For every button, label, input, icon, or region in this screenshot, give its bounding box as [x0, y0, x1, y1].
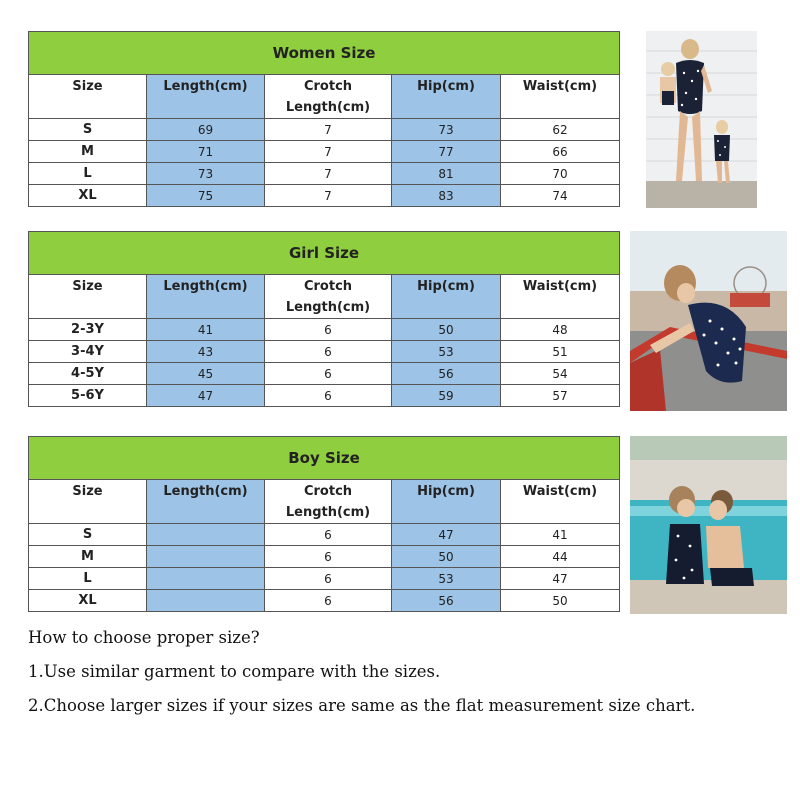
hip-cell: 81 — [392, 163, 501, 185]
size-cell: 2-3Y — [29, 319, 147, 341]
header-hip: Hip(cm) — [392, 275, 501, 319]
waist-cell: 48 — [501, 319, 620, 341]
hip-cell: 83 — [392, 185, 501, 207]
table-row — [29, 385, 620, 407]
sizing-question: How to choose proper size? — [28, 628, 260, 647]
waist-cell: 70 — [501, 163, 620, 185]
size-cell: 4-5Y — [29, 363, 147, 385]
girl-size-table — [28, 231, 620, 407]
hip-cell: 59 — [392, 385, 501, 407]
hip-cell: 73 — [392, 119, 501, 141]
header-size: Size — [29, 480, 147, 524]
size-cell: L — [29, 568, 147, 590]
size-cell: 5-6Y — [29, 385, 147, 407]
length-cell — [147, 590, 265, 612]
length-cell: 43 — [147, 341, 265, 363]
waist-cell: 66 — [501, 141, 620, 163]
waist-cell: 62 — [501, 119, 620, 141]
header-crotch-line2: Length(cm) — [285, 300, 371, 315]
hip-cell: 56 — [392, 363, 501, 385]
length-cell: 69 — [147, 119, 265, 141]
table-row — [29, 546, 620, 568]
crotch-cell: 7 — [265, 141, 392, 163]
table-row — [29, 341, 620, 363]
table-row — [29, 524, 620, 546]
size-cell: S — [29, 119, 147, 141]
girl-model-photo-art — [630, 231, 787, 411]
size-cell: XL — [29, 590, 147, 612]
size-cell: M — [29, 546, 147, 568]
header-waist: Waist(cm) — [501, 275, 620, 319]
girl-model-photo — [630, 231, 787, 411]
header-length: Length(cm) — [147, 480, 265, 524]
length-cell: 47 — [147, 385, 265, 407]
length-cell: 71 — [147, 141, 265, 163]
waist-cell: 47 — [501, 568, 620, 590]
size-cell: S — [29, 524, 147, 546]
crotch-cell: 6 — [265, 385, 392, 407]
hip-cell: 77 — [392, 141, 501, 163]
table-row — [29, 119, 620, 141]
header-crotch-line1: Crotch — [303, 79, 353, 94]
crotch-cell: 6 — [265, 341, 392, 363]
header-hip: Hip(cm) — [392, 480, 501, 524]
crotch-cell: 7 — [265, 163, 392, 185]
hip-cell: 47 — [392, 524, 501, 546]
size-cell: M — [29, 141, 147, 163]
crotch-cell: 7 — [265, 185, 392, 207]
size-cell: 3-4Y — [29, 341, 147, 363]
waist-cell: 50 — [501, 590, 620, 612]
sizing-tip-1: 1.Use similar garment to compare with the sizes. — [28, 662, 441, 681]
header-crotch-line1: Crotch — [303, 279, 353, 294]
header-crotch-line2: Length(cm) — [285, 505, 371, 520]
boy-model-photo — [630, 436, 787, 614]
length-cell: 45 — [147, 363, 265, 385]
boy-size-title: Boy Size — [29, 437, 620, 480]
length-cell — [147, 546, 265, 568]
waist-cell: 74 — [501, 185, 620, 207]
header-waist: Waist(cm) — [501, 480, 620, 524]
waist-cell: 41 — [501, 524, 620, 546]
hip-cell: 53 — [392, 568, 501, 590]
header-waist: Waist(cm) — [501, 75, 620, 119]
table-row — [29, 568, 620, 590]
boy-model-photo-art — [630, 436, 787, 614]
header-crotch — [265, 275, 392, 319]
length-cell: 41 — [147, 319, 265, 341]
header-crotch-line1: Crotch — [303, 484, 353, 499]
crotch-cell: 6 — [265, 590, 392, 612]
length-cell — [147, 568, 265, 590]
hip-cell: 50 — [392, 546, 501, 568]
header-crotch-line2: Length(cm) — [285, 100, 371, 115]
women-model-photo-art — [646, 31, 757, 208]
crotch-cell: 6 — [265, 363, 392, 385]
table-row — [29, 185, 620, 207]
hip-cell: 53 — [392, 341, 501, 363]
waist-cell: 51 — [501, 341, 620, 363]
crotch-cell: 6 — [265, 524, 392, 546]
waist-cell: 57 — [501, 385, 620, 407]
header-size: Size — [29, 75, 147, 119]
women-model-photo — [646, 31, 757, 208]
header-length: Length(cm) — [147, 275, 265, 319]
table-row — [29, 141, 620, 163]
hip-cell: 56 — [392, 590, 501, 612]
waist-cell: 54 — [501, 363, 620, 385]
size-cell: XL — [29, 185, 147, 207]
women-size-table — [28, 31, 620, 207]
table-row — [29, 319, 620, 341]
table-row — [29, 590, 620, 612]
size-cell: L — [29, 163, 147, 185]
crotch-cell: 7 — [265, 119, 392, 141]
crotch-cell: 6 — [265, 319, 392, 341]
header-size: Size — [29, 275, 147, 319]
crotch-cell: 6 — [265, 568, 392, 590]
table-row — [29, 363, 620, 385]
header-length: Length(cm) — [147, 75, 265, 119]
women-size-title: Women Size — [29, 32, 620, 75]
length-cell — [147, 524, 265, 546]
girl-size-title: Girl Size — [29, 232, 620, 275]
length-cell: 75 — [147, 185, 265, 207]
boy-size-table — [28, 436, 620, 612]
table-row — [29, 163, 620, 185]
hip-cell: 50 — [392, 319, 501, 341]
header-crotch — [265, 480, 392, 524]
crotch-cell: 6 — [265, 546, 392, 568]
length-cell: 73 — [147, 163, 265, 185]
sizing-tip-2: 2.Choose larger sizes if your sizes are same as the flat measurement size chart. — [28, 696, 696, 715]
waist-cell: 44 — [501, 546, 620, 568]
header-hip: Hip(cm) — [392, 75, 501, 119]
header-crotch — [265, 75, 392, 119]
